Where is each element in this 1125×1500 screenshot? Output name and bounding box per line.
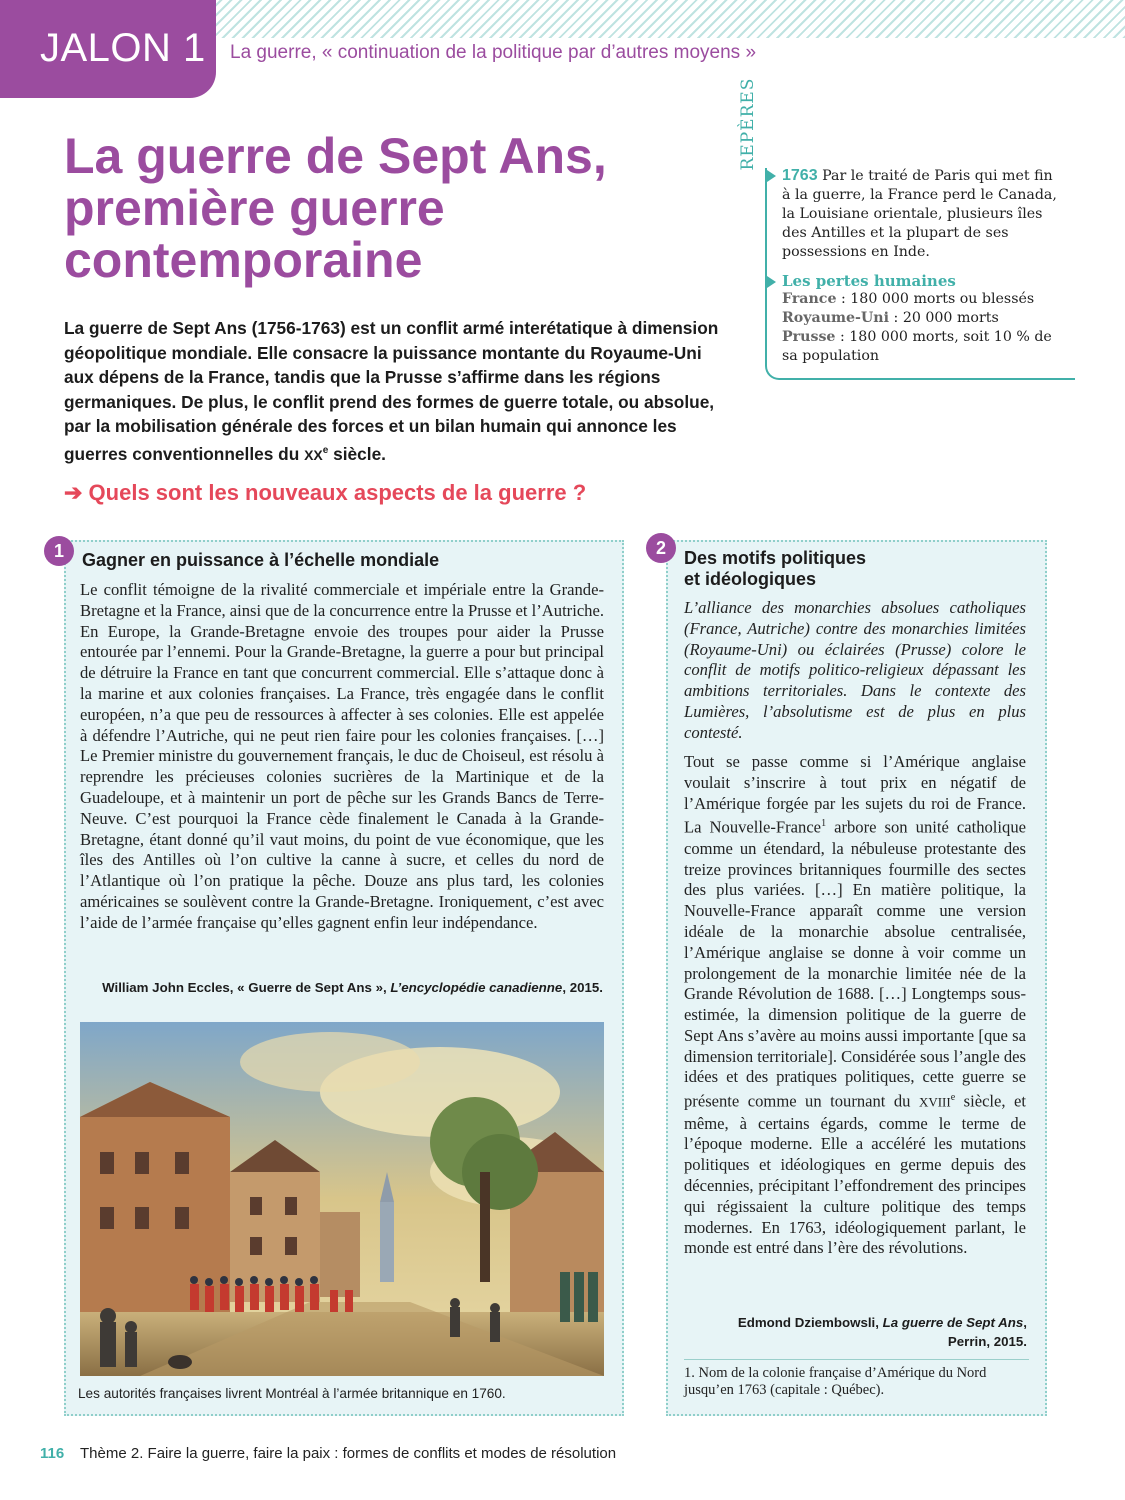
loss-country: Royaume-Uni — [782, 310, 890, 326]
footnote-separator — [684, 1359, 1029, 1360]
loss-country: France — [782, 291, 837, 307]
loss-row — [782, 291, 1034, 307]
painting-illustration — [80, 1022, 604, 1376]
footer-theme: Thème 2. Faire la guerre, faire la paix : formes de conflits et modes de résolution — [80, 1445, 617, 1462]
document-1-source — [102, 980, 603, 995]
reperes-losses-heading: Les pertes humaines — [782, 272, 956, 290]
title-line: Des motifs politiques — [684, 548, 867, 568]
title-line: et idéologiques — [684, 569, 817, 589]
body-part: arbore son unité catholique comme un étendard, la nébuleuse protestante des treize provinces britanniques fourmille des sectes des plus variées. […] En matière politique, la Nouvelle-France apparaît comme une version idéale de la monarchie absolue centralisée, l’Amérique anglaise se donne à voir comme un prolongement de la monarchie limitée née de la Grande Révolution de 1688. […] Longtemps sous-estimée, la dimension politique de la guerre de Sept Ans s’avère au moins aussi importante [que sa dimension territoriale]. Considérée sous l’angle des idées et des pratiques politiques, cette guerre se présente comme un tournant du — [684, 817, 1026, 1111]
source-work: L’encyclopédie canadienne — [390, 980, 563, 995]
reperes-year: 1763 — [782, 167, 818, 184]
loss-row-continuation: sa population — [782, 348, 880, 364]
title-line-3: contemporaine — [64, 232, 423, 288]
key-question: ➔ Quels sont les nouveaux aspects de la guerre ? — [64, 480, 587, 505]
source-year: , 2015. — [562, 980, 603, 995]
intro-century: XX — [304, 446, 323, 463]
reperes-item-text: Par le traité de Paris qui met fin à la guerre, la France perd le Canada, la Louisiane orientale, plusieurs îles des Antilles et la plupart de ses possessions en Inde. — [782, 168, 1057, 260]
document-2-body — [684, 752, 1026, 1259]
document-1-body: Le conflit témoigne de la rivalité commerciale et impériale entre la Grande-Bretagne et la France, ainsi que de la concurrence entre la Prusse et l’Autriche. En Europe, la Grande-Bretagne envoie des troupes pour aider la Prusse entourée par l’ennemi. Pour la Grande-Bretagne, la guerre a pour but principal de détruire la France en tant que concurrent commercial. Elle s’attaque donc à la marine et aux colonies françaises. La France, très engagée dans le conflit européen, n’a que peu de ressources à affecter à ses colonies. Elle est appelée à défendre l’Autriche, qui ne peut rien faire pour les colonies françaises. […] Le Premier ministre du gouvernement français, le duc de Choiseul, est résolu à reprendre les précieuses colonies sucrières de la Martinique et de la Guadeloupe, et à maintenir un port de pêche sur les Grands Bancs de Terre-Neuve. C’est pourquoi la France cède finalement le Canada à la Grande-Bretagne, étant donné qu’il vaut moins, du point de vue économique, que les îles des Antilles où l’on cultive la canne à sucre, et celles du nord de l’Atlantique où l’on pratique la pêche. Douze ans plus tard, les colonies américaines se soulèvent contre la Grande-Bretagne. Ironiquement, c’est avec l’aide de l’armée française qu’elles gagnent enfin leur indépendance. — [80, 580, 604, 932]
reperes-label — [733, 78, 763, 170]
source-rest: , — [1023, 1315, 1027, 1330]
loss-row — [782, 329, 1052, 345]
document-2-source — [738, 1315, 1027, 1330]
body-part: Tout se passe comme si l’Amérique anglaise voulait s’inscrire à tout prix en négatif de l’Amérique forgée par les sujets du roi de France. La Nouvelle-France — [684, 752, 1026, 837]
loss-country: Prusse — [782, 329, 836, 345]
reperes-item-1963 — [782, 166, 1062, 262]
intro-end: siècle. — [328, 443, 386, 464]
jalon-label: JALON 1 — [40, 26, 206, 70]
intro-century-sup: e — [322, 444, 329, 456]
body-century: XVIII — [918, 1094, 951, 1110]
document-2-intro: L’alliance des monarchies absolues catholiques (France, Autriche) contre des monarchies limitées (Royaume-Uni) ou éclairées (Prusse) colore le conflit de motifs politico-religieux dépassant les ambitions territoriales. Dans le contexte des Lumières, l’absolutisme est de plus en plus contesté. — [684, 598, 1026, 742]
page-number: 116 — [40, 1445, 65, 1462]
document-1-number: 1 — [44, 536, 74, 566]
chapter-subtitle: La guerre, « continuation de la politique par d’autres moyens » — [230, 42, 757, 63]
body-century-sup: e — [950, 1092, 956, 1104]
header-hatch-band — [210, 0, 1125, 38]
loss-row — [782, 310, 999, 326]
title-line-1: La guerre de Sept Ans, — [64, 128, 607, 184]
document-2-number: 2 — [646, 533, 676, 563]
document-2-source-line2: Perrin, 2015. — [947, 1334, 1027, 1349]
page-title — [64, 130, 744, 286]
footnote-ref: 1 — [821, 818, 827, 830]
source-author: Edmond Dziembowsli, — [737, 1315, 883, 1330]
source-author: William John Eccles, « Guerre de Sept Ans », — [102, 980, 391, 995]
title-line-2: première guerre — [64, 180, 445, 236]
loss-value: : 20 000 morts — [889, 310, 999, 326]
reperes-label-text: REPÈRES — [738, 77, 758, 171]
montreal-painting — [80, 1022, 604, 1376]
source-work: La guerre de Sept Ans — [882, 1315, 1024, 1330]
document-1-title: Gagner en puissance à l’échelle mondiale — [82, 550, 440, 570]
intro-text: La guerre de Sept Ans (1756-1763) est un conflit armé interétatique à dimension géopolitique mondiale. Elle consacre la puissance montante du Royaume-Uni aux dépens de la France, tandis que la Prusse s’affirme dans les régions germaniques. De plus, le conflit prend des formes de guerre totale, ou absolue, par la mobilisation générale des forces et un bilan humain qui annonce les guerres conventionnelles du — [64, 318, 719, 464]
body-part: siècle, et même, à certains égards, comme le terme de l’époque moderne. Elle a accéléré les mutations politiques et idéologiques en germe depuis des décennies, précipitant l’effondrement des principes qui régissaient la culture politique des temps modernes. En 1763, idéologiquement parlant, le monde est entré dans l’ère des révolutions. — [684, 1091, 1026, 1258]
loss-value: : 180 000 morts, soit 10 % de — [835, 329, 1052, 345]
loss-value: : 180 000 morts ou blessés — [836, 291, 1035, 307]
reperes-bullet-icon — [767, 276, 776, 288]
painting-caption: Les autorités françaises livrent Montréal à l’armée britannique en 1760. — [78, 1386, 506, 1401]
intro-paragraph — [64, 316, 732, 467]
footnote: 1. Nom de la colonie française d’Amérique du Nord jusqu’en 1763 (capitale : Québec). — [684, 1365, 987, 1398]
document-2-title — [684, 548, 1024, 590]
reperes-bullet-icon — [767, 170, 776, 182]
